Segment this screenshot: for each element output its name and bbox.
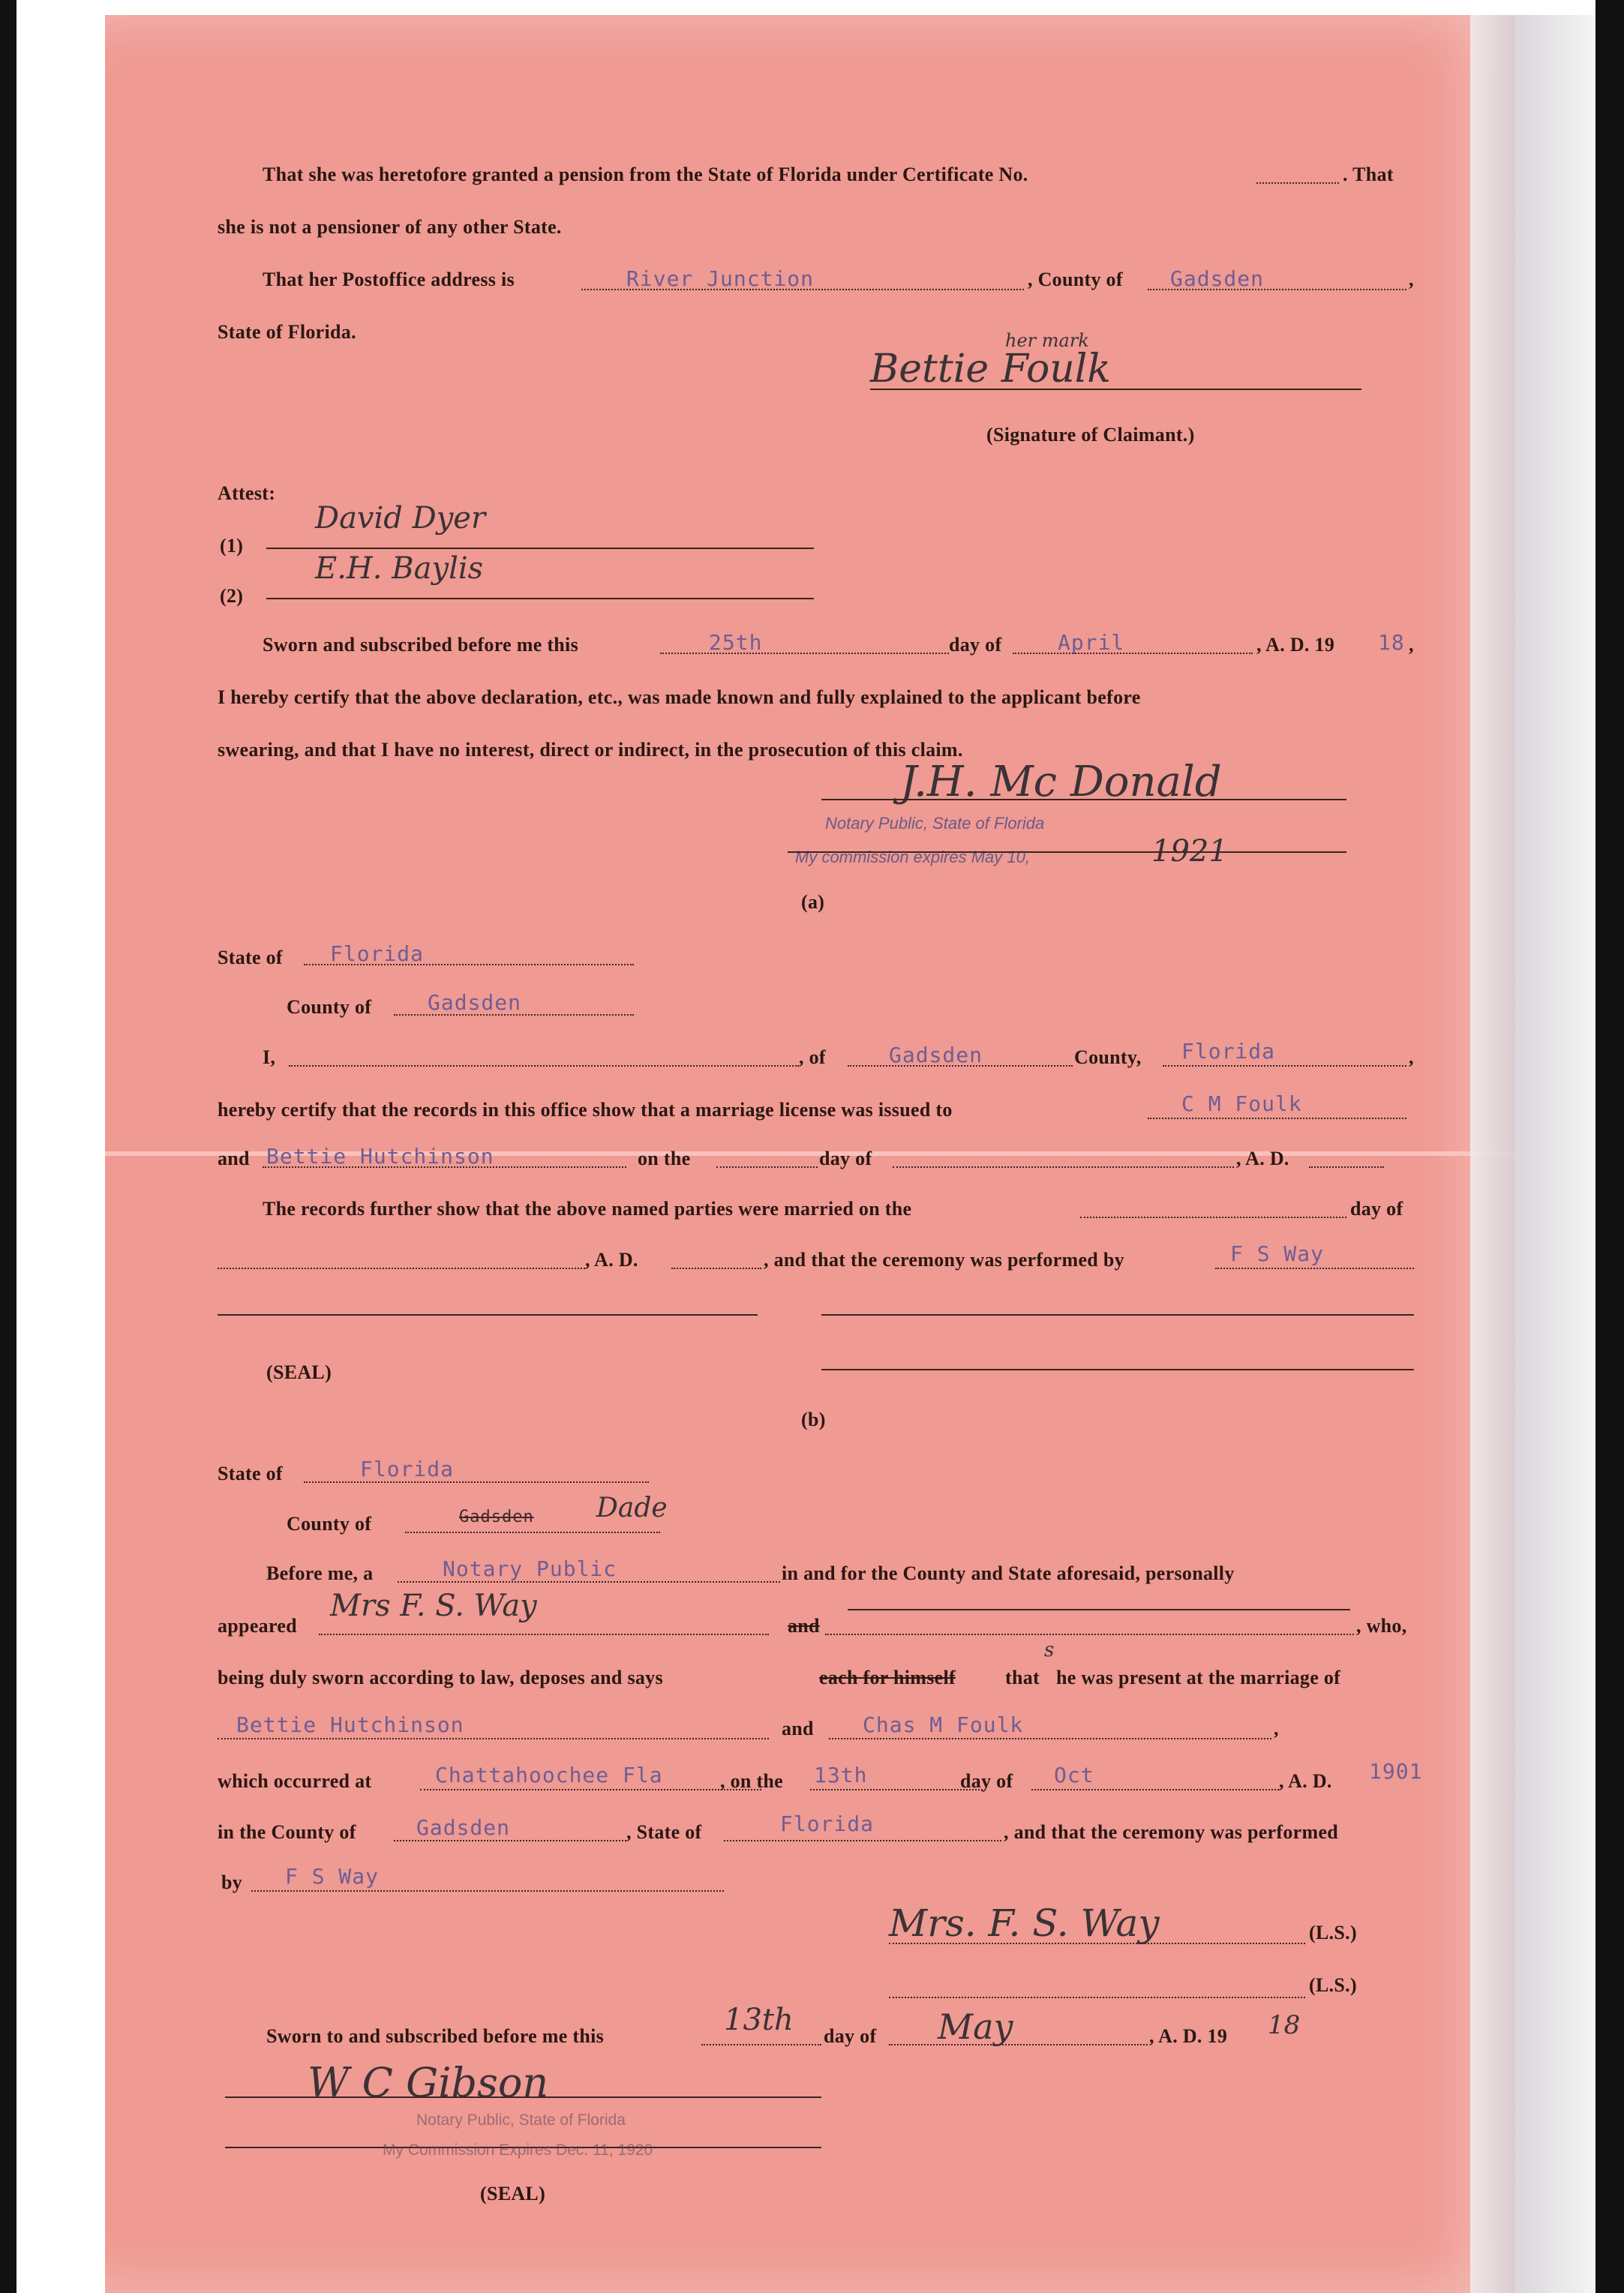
sworn-month-b: May [938,2006,1013,2047]
postoffice-value: River Junction [626,266,815,291]
and-label-b: and [782,1718,814,1739]
comma: , [1409,1046,1414,1068]
officiant-blank-a [1215,1268,1414,1269]
comma: , [1274,1718,1279,1739]
present-line: he was present at the marriage of [1056,1667,1341,1688]
sworn-day-b: 13th [724,2003,794,2037]
county-label: , County of [1028,269,1123,290]
state-blank-b [304,1481,649,1483]
affiant-signature: Mrs. F. S. Way [889,1901,1160,1945]
comma: , [1409,634,1414,656]
records-line: The records further show that the above named parties were married on the [263,1198,912,1220]
i-label: I, [263,1046,276,1068]
day-of-label-a: day of [819,1148,872,1169]
s-insertion: s [1044,1639,1055,1661]
ls-1: (L.S.) [1309,1922,1357,1943]
performed-line: , and that the ceremony was performed [1004,1821,1339,1843]
county-of-label-a: County of [287,996,372,1018]
county-blank-b [405,1532,660,1533]
sworn-month-blank-b [889,2044,1148,2045]
sworn-month-blank [1013,653,1253,654]
notary-2-commission-stamp: My Commission Expires Dec. 11, 1920 [383,2141,653,2159]
officiant-value-a: F S Way [1230,1241,1325,1266]
sworn-to-label: Sworn to and subscribed before me this [266,2025,605,2047]
state2-value: Florida [780,1811,875,1836]
officer-value: Notary Public [443,1556,617,1581]
sworn-label: Sworn and subscribed before me this [263,634,579,656]
clerk-line-left [218,1314,758,1316]
place-blank [420,1789,761,1790]
notary-2-signature: W C Gibson [308,2059,549,2106]
of-state-blank [1163,1065,1406,1067]
license-day-blank [716,1166,818,1168]
ad-label: , A. D. 19 [1256,634,1335,656]
clerk-line-right [821,1314,1414,1316]
married-day-blank [1080,1217,1346,1218]
party-1-blank [218,1738,769,1739]
sworn-month: April [1058,630,1125,655]
notary-1-signature-line [821,799,1346,800]
signature-caption: (Signature of Claimant.) [986,424,1195,446]
section-b-label: (b) [801,1409,826,1430]
attest-label: Attest: [218,482,276,504]
of-state-value: Florida [1181,1039,1276,1064]
day-of-label-a2: day of [1350,1198,1403,1220]
groom-blank [1148,1118,1406,1119]
affiant-name: Mrs F. S. Way [330,1589,537,1623]
witness-2-signature: E.H. Baylis [315,551,484,586]
claimant-signature: Bettie Foulk [870,347,1111,392]
not-pensioner-line: she is not a pensioner of any other State. [218,216,562,238]
certify-line-2: swearing, and that I have no interest, direct or indirect, in the prosecution of this claim. [218,739,963,761]
groom-value: C M Foulk [1181,1091,1302,1116]
affiant-2-struck-line [848,1609,1350,1610]
notary-1-commission-year: 1921 [1151,834,1228,869]
deposes-label: being duly sworn according to law, deposes and says [218,1667,663,1688]
party-1-value: Bettie Hutchinson [236,1712,464,1737]
notary-1-commission-stamp: My commission expires May 10, [795,848,1030,866]
witness-2-line [266,598,814,599]
in-county-label: in the County of [218,1821,356,1843]
ad-label-a2: , A. D. [585,1249,638,1271]
state-value-a: Florida [330,941,425,966]
scan-border-left [0,0,17,2293]
certificate-line-end: . That [1343,164,1394,185]
sworn-ad-label: , A. D. 19 [1149,2025,1228,2047]
notary-1-stamp: Notary Public, State of Florida [825,814,1045,833]
ls-2: (L.S.) [1309,1974,1357,1996]
officiant-blank-b [251,1890,724,1892]
county2-value: Gadsden [416,1815,511,1840]
state-of-label-a: State of [218,947,283,968]
license-month-blank [893,1166,1234,1168]
section-a-label: (a) [801,891,825,913]
and-struck: and [788,1615,820,1637]
month-blank-b [1031,1789,1279,1790]
affiant-signature-line [889,1943,1305,1944]
certify-line-1: I hereby certify that the above declaration, etc., was made known and fully explained to the applicant before [218,686,1141,708]
day-blank-b [810,1789,983,1790]
postoffice-label: That her Postoffice address is [263,269,515,290]
of-label: , of [799,1046,826,1068]
on-the-label-a: on the [638,1148,691,1169]
sworn-year-b: 18 [1268,2010,1301,2040]
certificate-line: That she was heretofore granted a pension from the State of Florida under Certificate No. [263,164,1028,185]
county-value-a: Gadsden [428,990,522,1015]
seal-label-b: (SEAL) [480,2183,546,2204]
bride-value: Bettie Hutchinson [266,1144,494,1169]
clerk-signature-line [821,1369,1414,1370]
and-label-a: and [218,1148,250,1169]
notary-1-signature: J.H. Mc Donald [900,758,1222,806]
witness-1-signature: David Dyer [315,501,486,536]
sworn-day-blank-b [701,2044,821,2045]
on-the-label-b: , on the [720,1770,784,1792]
county2-blank [394,1840,626,1841]
notary-1-stamp-line [788,851,1346,853]
each-for-himself-struck: each for himself [819,1667,956,1688]
plastic-sleeve [1470,15,1595,2293]
state-of-label-b2: , State of [626,1821,702,1843]
scan-border-right [1595,0,1624,2293]
ad-label-a: , A. D. [1236,1148,1289,1169]
of-county-value: Gadsden [889,1043,983,1067]
occurred-label: which occurred at [218,1770,372,1792]
day-of-label: day of [949,634,1002,656]
party-2-blank [829,1738,1271,1739]
county-value: Gadsden [1170,266,1265,291]
married-month-blank [218,1268,585,1269]
county-struck-b: Gadsden [459,1508,534,1526]
license-year-blank [1309,1166,1384,1168]
notary-2-stamp: Notary Public, State of Florida [416,2111,626,2129]
witness-1-line [266,548,814,549]
month-value-b: Oct [1054,1763,1094,1787]
day-value-b: 13th [814,1763,868,1787]
before-me-label: Before me, a [266,1562,374,1584]
year-value-b: 1901 [1369,1759,1423,1784]
that-label: that [1005,1667,1040,1688]
state-value-b: Florida [360,1457,455,1481]
certificate-number-blank [1256,182,1339,184]
party-2-value: Chas M Foulk [863,1712,1024,1737]
county-word: County, [1074,1046,1142,1068]
county-of-label-b: County of [287,1513,372,1535]
seal-label-a: (SEAL) [266,1361,332,1383]
affiant-2-blank [825,1634,1354,1635]
sworn-day-blank [660,653,949,654]
ad-label-b: , A. D. [1279,1770,1332,1792]
state-of-label-b: State of [218,1463,283,1484]
state-line: State of Florida. [218,321,356,343]
ceremony-line-a: , and that the ceremony was performed by [764,1249,1124,1271]
officer-blank [398,1581,780,1583]
witness-signature-line [889,1997,1305,1998]
sworn-year: 18 [1378,630,1405,655]
notary-2-signature-line [225,2096,821,2098]
witness-1-number: (1) [220,535,244,557]
state2-blank [724,1840,1001,1841]
claimant-signature-line [870,389,1361,390]
sworn-day: 25th [709,630,763,655]
by-label: by [221,1871,243,1893]
day-of-label-b: day of [960,1770,1013,1792]
clerk-name-blank [289,1065,799,1067]
license-line: hereby certify that the records in this office show that a marriage license was issued to [218,1099,953,1121]
comma: , [1409,269,1414,290]
place-value: Chattahoochee Fla [435,1763,663,1787]
witness-2-number: (2) [220,585,244,607]
married-year-blank [671,1268,761,1269]
appeared-label: appeared [218,1615,297,1637]
sworn-day-of-label: day of [824,2025,877,2047]
aforesaid-line: in and for the County and State aforesaid, personally [782,1562,1235,1584]
who-label: , who, [1356,1615,1407,1637]
county-handwritten-b: Dade [596,1493,668,1523]
claimant-mark: her mark [1005,330,1089,351]
affiant-blank [319,1634,769,1635]
officiant-value-b: F S Way [285,1864,380,1889]
